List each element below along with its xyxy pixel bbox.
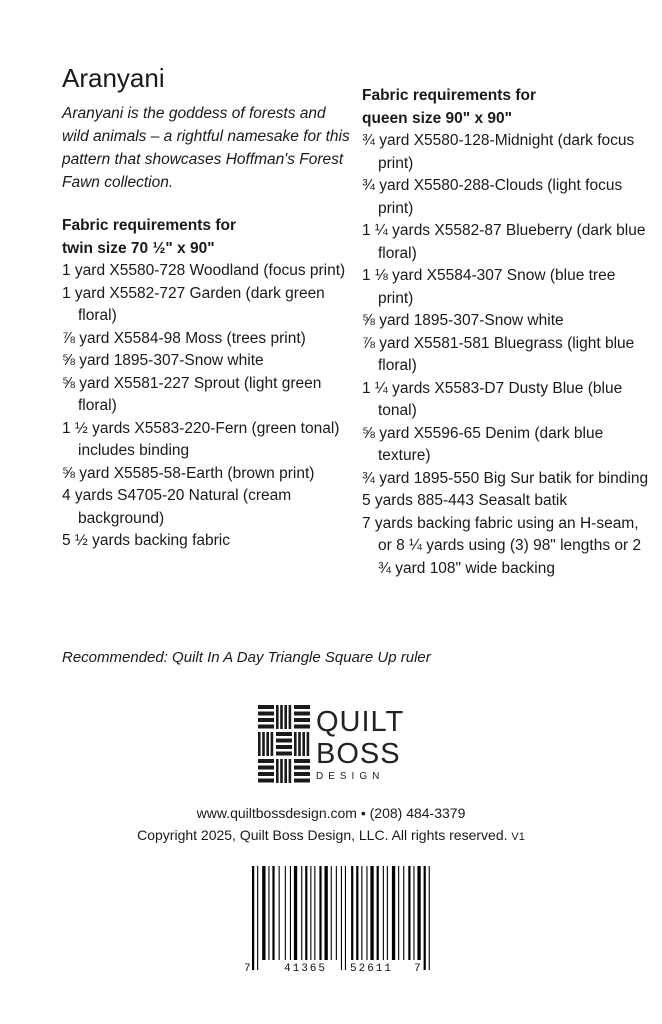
- queen-section: [362, 84, 652, 580]
- queen-fabric-list: [362, 130, 652, 580]
- list-item: ⅝ yard X5596-65 Denim (dark blue texture): [362, 424, 604, 464]
- barcode-first-digit: 7: [244, 963, 251, 975]
- list-item: ⅝ yard 1895-307-Snow white: [362, 312, 564, 329]
- logo-boss-text: BOSS: [316, 738, 401, 770]
- recommended-note: Recommended: Quilt In A Day Triangle Square Up ruler: [62, 649, 431, 666]
- page-title: Aranyani: [62, 63, 165, 93]
- barcode-right-group: 52611: [350, 963, 394, 975]
- list-item: ⅞ yard X5581-581 Bluegrass (light blue floral): [362, 334, 635, 374]
- list-item: ¾ yard 1895-550 Big Sur batik for binding: [362, 469, 649, 487]
- list-item: ⅞ yard X5584-98 Moss (trees print): [62, 329, 306, 347]
- list-item: ⅝ yard X5581-227 Sprout (light green floral): [62, 374, 322, 414]
- barcode-icon: [240, 864, 430, 984]
- copyright-line: [0, 825, 662, 847]
- list-item: ⅝ yard 1895-307-Snow white: [62, 352, 264, 369]
- version-label: V1: [511, 831, 525, 843]
- twin-heading-line1: Fabric requirements for: [62, 217, 236, 234]
- list-item: 7 yards backing fabric using an H-seam, or 8 ¼ yards using (3) 98" lengths or 2 ¾ yard 108" wide backing: [362, 514, 642, 577]
- list-item: ⅝ yard X5585-58-Earth (brown print): [62, 464, 315, 482]
- list-item: 5 ½ yards backing fabric: [62, 532, 231, 549]
- queen-heading-line2: queen size 90" x 90": [362, 110, 512, 127]
- contact-web-phone: www.quiltbossdesign.com • (208) 484-3379: [196, 805, 466, 821]
- barcode-left-group: 41365: [284, 963, 328, 975]
- logo-grid-icon: [258, 705, 310, 785]
- list-item: 1 ⅛ yard X5584-307 Snow (blue tree print): [362, 267, 616, 307]
- twin-section: [62, 214, 352, 553]
- copyright-text: Copyright 2025, Quilt Boss Design, LLC. All rights reserved.: [137, 827, 508, 843]
- list-item: 1 yard X5582-727 Garden (dark green floral): [62, 284, 325, 324]
- queen-heading-line1: Fabric requirements for: [362, 87, 536, 104]
- barcode-check-digit: 7: [414, 963, 421, 975]
- list-item: 1 ¼ yards X5582-87 Blueberry (dark blue floral): [362, 222, 646, 262]
- list-item: ¾ yard X5580-128-Midnight (dark focus print): [362, 132, 635, 172]
- twin-fabric-list: [62, 260, 352, 553]
- logo-quilt-text: QUILT: [316, 706, 405, 738]
- list-item: 4 yards S4705-20 Natural (cream background): [62, 487, 292, 527]
- intro-text: Aranyani is the goddess of forests and wild animals – a rightful namesake for this pattern that showcases Hoffman's Forest Fawn collection.: [62, 105, 350, 191]
- quilt-boss-logo: [258, 705, 418, 785]
- list-item: 1 ½ yards X5583-220-Fern (green tonal) includes binding: [62, 419, 340, 459]
- list-item: 1 ¼ yards X5583-D7 Dusty Blue (blue tonal): [362, 379, 623, 419]
- list-item: 1 yard X5580-728 Woodland (focus print): [62, 262, 346, 279]
- logo-design-text: DESIGN: [316, 771, 385, 782]
- list-item: ¾ yard X5580-288-Clouds (light focus print): [362, 177, 623, 217]
- twin-heading-line2: twin size 70 ½" x 90": [62, 240, 215, 257]
- left-column: [62, 62, 352, 553]
- right-column: [362, 84, 652, 580]
- list-item: 5 yards 885-443 Seasalt batik: [362, 492, 568, 509]
